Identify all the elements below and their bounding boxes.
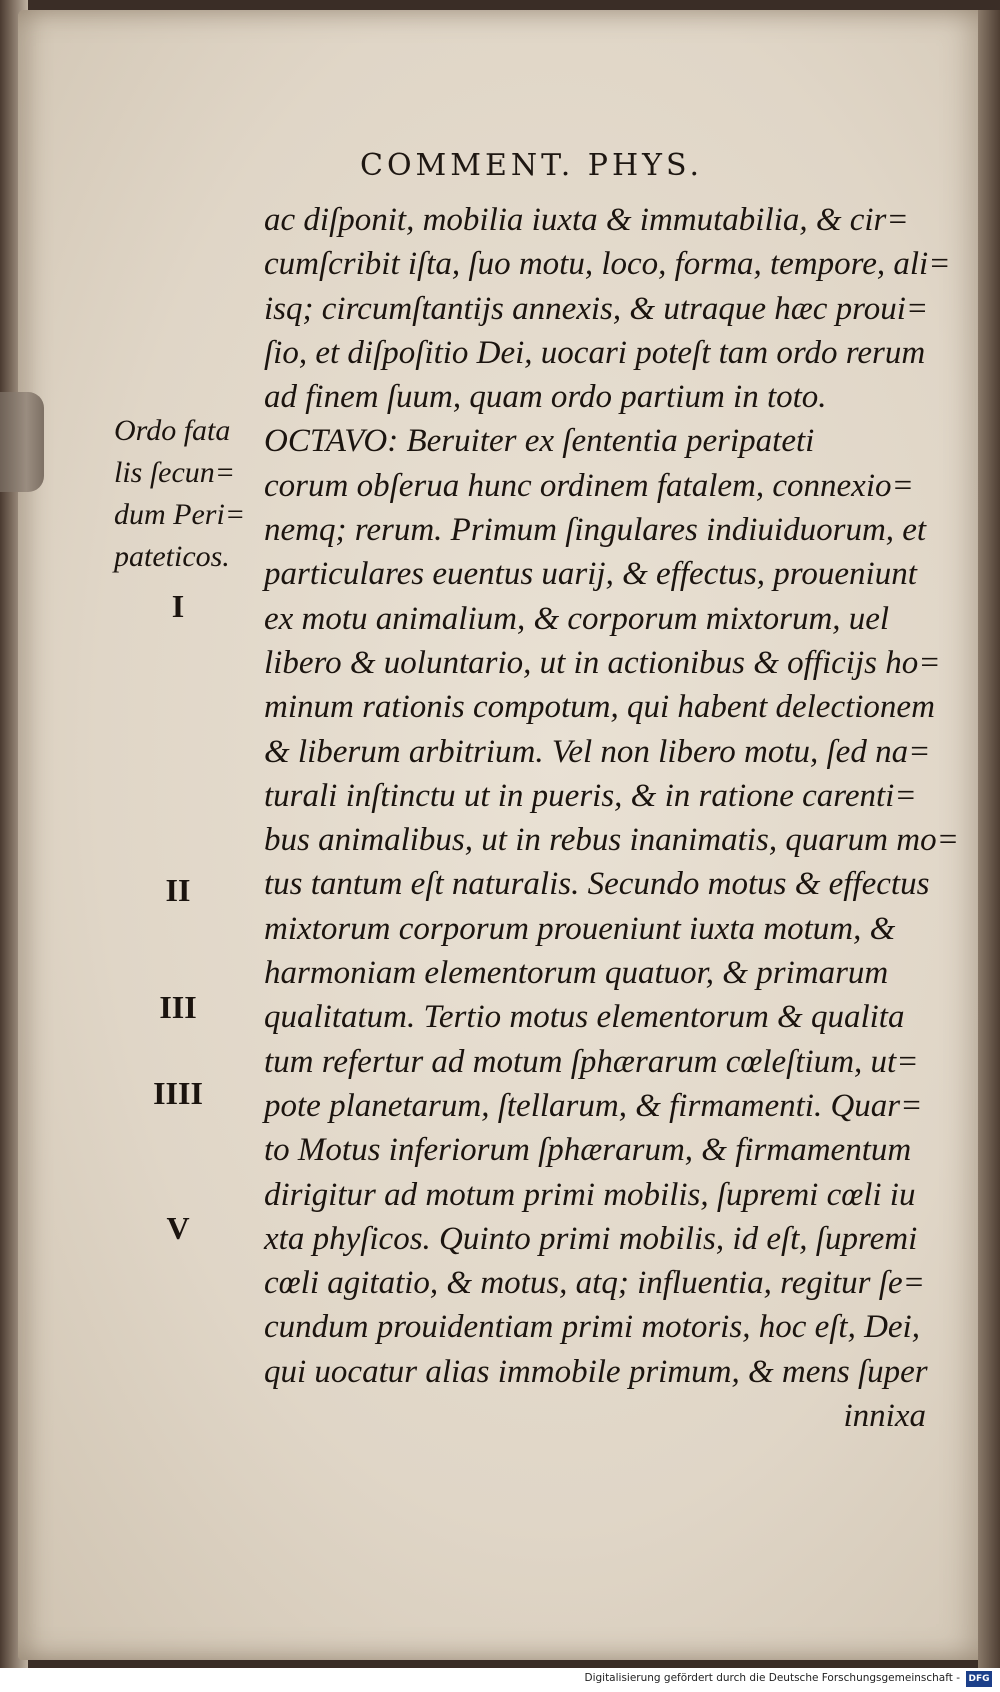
text-line: xta phyſicos. Quinto primi mobilis, id eſt, ſupremi (264, 1220, 918, 1257)
margin-note-line: Ordo fata (114, 414, 231, 447)
text-line: cœli agitatio, & motus, atq; influentia, regitur ſe= (264, 1265, 925, 1302)
footer-bar (0, 1668, 1000, 1692)
text-line: minum rationis compotum, qui habent delectionem (264, 689, 935, 726)
page-tab-marker (0, 392, 44, 492)
margin-note-line: lis ſecun= (114, 456, 236, 489)
margin-number: III (159, 989, 197, 1025)
text-line: nemq; rerum. Primum ſingulares indiuiduorum, et (264, 512, 927, 549)
text-line: tum refertur ad motum ſphærarum cœleſtium, ut= (264, 1043, 919, 1080)
text-line: to Motus inferiorum ſphærarum, & firmamentum (264, 1132, 912, 1169)
text-line: mixtorum corporum proueniunt iuxta motum, & (264, 910, 896, 947)
book-edge-right (978, 10, 1000, 1670)
text-line: qui uocatur alias immobile primum, & mens ſuper (264, 1353, 928, 1390)
text-line: pote planetarum, ſtellarum, & firmamenti. Quar= (264, 1087, 923, 1124)
text-line: qualitatum. Tertio motus elementorum & qualita (264, 999, 905, 1036)
text-line: harmoniam elementorum quatuor, & primarum (264, 955, 889, 992)
margin-note-line: dum Peri= (114, 498, 246, 531)
text-line: libero & uoluntario, ut in actionibus & officijs ho= (264, 644, 941, 681)
footer-credit: Digitalisierung gefördert durch die Deutsche Forschungsgemeinschaft - (584, 1672, 960, 1684)
text-line: tus tantum eſt naturalis. Secundo motus & effectus (264, 866, 930, 903)
text-line: ſio, et diſpoſitio Dei, uocari poteſt tam ordo rerum (264, 334, 926, 371)
text-line: ex motu animalium, & corporum mixtorum, uel (264, 600, 890, 637)
text-line: ad finem ſuum, quam ordo partium in toto. (264, 379, 827, 416)
margin-note-line: pateticos. (114, 540, 230, 573)
dfg-logo-icon: DFG (966, 1671, 992, 1687)
margin-note (114, 410, 254, 578)
text-line: cumſcribit iſta, ſuo motu, loco, forma, tempore, ali= (264, 246, 951, 283)
margin-number: I (171, 588, 185, 624)
margin-number: II (165, 872, 191, 908)
margin-number: V (166, 1210, 190, 1246)
margin-number: IIII (153, 1075, 203, 1111)
text-line: particulares euentus uarij, & effectus, proueniunt (264, 556, 917, 593)
catchword: innixa (843, 1398, 926, 1435)
text-line: turali inſtinctu ut in pueris, & in ratione carenti= (264, 777, 917, 814)
text-line: cundum prouidentiam primi motoris, hoc eſt, Dei, (264, 1309, 920, 1346)
main-text-block (264, 198, 959, 1438)
text-line: OCTAVO: Beruiter ex ſententia peripateti (264, 423, 815, 460)
text-line: bus animalibus, ut in rebus inanimatis, quarum mo= (264, 822, 959, 859)
text-line: dirigitur ad motum primi mobilis, ſupremi cœli iu (264, 1176, 916, 1213)
text-line: corum obſerua hunc ordinem fatalem, connexio= (264, 467, 914, 504)
running-header: COMMENT. PHYS. (360, 148, 703, 183)
text-line: isq; circumſtantijs annexis, & utraque hæc proui= (264, 290, 929, 327)
text-line: & liberum arbitrium. Vel non libero motu, ſed na= (264, 733, 931, 770)
text-line: ac diſponit, mobilia iuxta & immutabilia, & cir= (264, 202, 909, 238)
